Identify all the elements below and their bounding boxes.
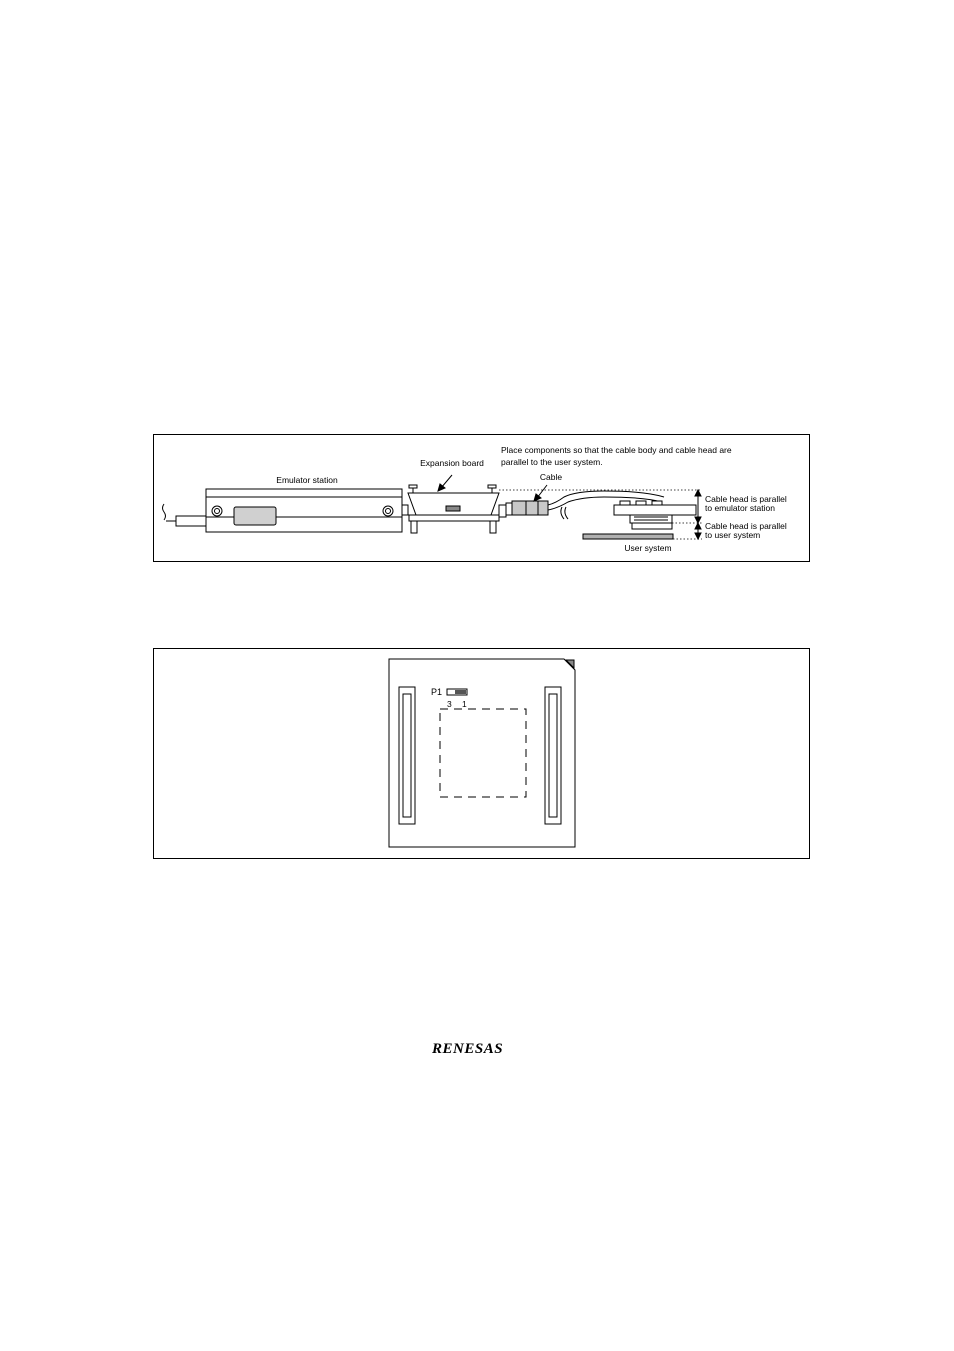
user-system-label: User system xyxy=(624,543,672,553)
p1-label: P1 xyxy=(431,687,443,697)
emulator-station-label: Emulator station xyxy=(276,475,338,485)
cable-label: Cable xyxy=(539,472,563,482)
connection-side-view-drawing xyxy=(154,435,811,563)
placement-note-line1: Place components so that the cable body and cable head are xyxy=(501,445,732,455)
board-top-view-figure xyxy=(153,648,810,859)
emulator-station xyxy=(206,489,408,532)
head-parallel-emulator-line2: to emulator station xyxy=(705,503,775,513)
head-parallel-user-line1: Cable head is parallel xyxy=(705,521,787,531)
p1-jumper xyxy=(447,689,467,695)
head-parallel-user-line2: to user system xyxy=(705,530,761,540)
expansion-board xyxy=(408,485,506,533)
left-connector xyxy=(399,687,415,824)
connection-side-view-figure xyxy=(153,434,810,562)
cable-head xyxy=(614,501,696,529)
placement-note-line2: parallel to the user system. xyxy=(501,457,603,467)
board-top-view-drawing xyxy=(154,649,811,860)
renesas-logo xyxy=(432,1038,532,1058)
emulator-power-cable xyxy=(163,504,207,526)
renesas-logo-text: RENESAS xyxy=(432,1041,504,1057)
expansion-board-label: Expansion board xyxy=(420,458,484,468)
pin3-label: 3 xyxy=(447,699,452,709)
head-parallel-emulator-line1: Cable head is parallel xyxy=(705,494,787,504)
right-connector xyxy=(545,687,561,824)
user-system-board xyxy=(583,534,673,539)
pin1-label: 1 xyxy=(462,699,467,709)
